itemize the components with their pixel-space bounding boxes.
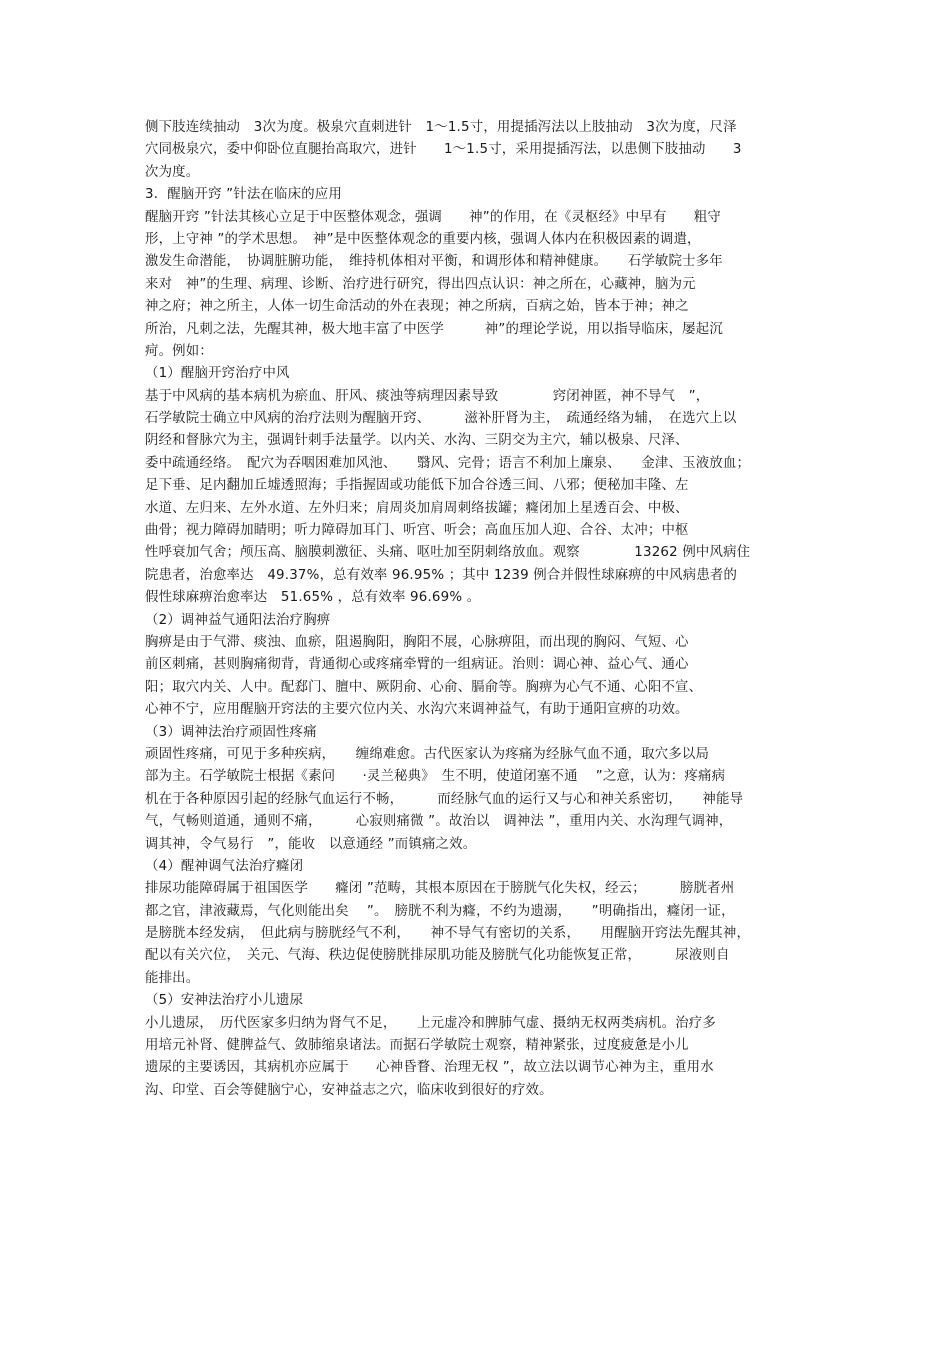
subsection-heading: （5）安神法治疗小儿遗尿 [145, 993, 304, 1009]
text-line: 假性球麻痹治愈率达 51.65% ，总有效率 96.69% 。 [145, 590, 481, 606]
text-line: 曲骨；视力障碍加睛明；听力障碍加耳门、听宫、听会；高血压加人迎、合谷、太冲；中枢 [145, 523, 689, 539]
text-line: 院患者，治愈率达 49.37%，总有效率 96.95% ；其中 1239 例合并假性球麻痹的中风病患者的 [145, 567, 738, 583]
text-line: 阳；取穴内关、人中。配郄门、膻中、厥阴俞、心俞、膈俞等。胸痹为心气不通、心阳不宣、 [145, 679, 703, 695]
text-line: 所治，凡刺之法，先醒其神，极大地丰富了中医学 神”的理论学说，用以指导临床，屡起沉 [145, 321, 723, 337]
text-line: 胸痹是由于气滞、痰浊、血瘀，阻遏胸阳，胸阳不展，心脉痹阻，而出现的胸闷、气短、心 [145, 634, 689, 650]
text-line: 调其神，令气易行 ”，能收 以意通经 ”而镇痛之效。 [145, 836, 477, 852]
subsection-heading: （4）醒神调气法治疗癃闭 [145, 858, 304, 874]
text-line: 疴。例如： [145, 343, 213, 359]
subsection-heading: （2）调神益气通阳法治疗胸痹 [145, 612, 331, 628]
text-line: 小儿遗尿， 历代医家多归纳为肾气不足， 上元虚冷和脾肺气虚、摄纳无权两类病机。治疗多 [145, 1015, 716, 1031]
text-line: 机在于各种原因引起的经脉气血运行不畅， 而经脉气血的运行又与心和神关系密切， 神能导 [145, 791, 744, 807]
text-line: 遗尿的主要诱因，其病机亦应属于 心神昏瞀、治理无权 ”，故立法以调节心神为主，重用水 [145, 1060, 714, 1076]
text-line: 部为主。石学敏院士根据《素问 ·灵兰秘典》 生不明，使道闭塞不通 ”之意，认为：疼痛病 [145, 769, 726, 785]
text-line: 神之府；神之所主，人体一切生命活动的外在表现；神之所病，百病之始，皆本于神；神之 [145, 299, 689, 315]
text-line: 足下垂、足内翻加丘墟透照海；手指握固或功能低下加合谷透三间、八邪；便秘加丰隆、左 [145, 478, 689, 494]
text-line: 前区刺痛，甚则胸痛彻背，背通彻心或疼痛牵臂的一组病证。治则：调心神、益心气、通心 [145, 657, 689, 673]
text-line: 穴同极泉穴，委中仰卧位直腿抬高取穴，进针 1～1.5寸，采用提插泻法，以患侧下肢抽动 3 [145, 142, 742, 158]
text-line: 次为度。 [145, 164, 200, 180]
text-line: 石学敏院士确立中风病的治疗法则为醒脑开窍、 滋补肝肾为主， 疏通经络为辅， 在选穴上以 [145, 411, 737, 427]
text-line: 水道、左归来、左外水道、左外归来；肩周炎加肩周刺络拔罐；癃闭加上星透百会、中极、 [145, 500, 689, 516]
text-line: 沟、印堂、百会等健脑宁心，安神益志之穴，临床收到很好的疗效。 [145, 1082, 553, 1098]
document-body [145, 117, 810, 1102]
text-line: 醒脑开窍 ”针法其核心立足于中医整体观念，强调 神”的作用，在《灵枢经》中早有 粗守 [145, 209, 721, 225]
section-heading: 3．醒脑开窍 ”针法在临床的应用 [145, 187, 342, 203]
text-line: 激发生命潜能， 协调脏腑功能， 维持机体相对平衡，和调形体和精神健康。 石学敏院士多年 [145, 254, 723, 270]
text-line: 顽固性疼痛，可见于多种疾病， 缠绵难愈。古代医家认为疼痛为经脉气血不通，取穴多以局 [145, 746, 710, 762]
text-line: 来对 神”的生理、病理、诊断、治疗进行研究，得出四点认识：神之所在，心藏神，脑为元 [145, 276, 696, 292]
text-line: 用培元补肾、健脾益气、敛肺缩泉诸法。而据石学敏院士观察，精神紧张，过度疲惫是小儿 [145, 1038, 689, 1054]
text-line: 能排出。 [145, 970, 200, 986]
text-line: 侧下肢连续抽动 3次为度。极泉穴直刺进针 1～1.5寸，用提插泻法以上肢抽动 3次为度，尺泽 [145, 120, 737, 135]
subsection-heading: （3）调神法治疗顽固性疼痛 [145, 724, 317, 740]
subsection-heading: （1）醒脑开窍治疗中风 [145, 366, 290, 382]
text-line: 排尿功能障碍属于祖国医学 癃闭 ”范畴，其根本原因在于膀胱气化失权，经云； 膀胱者州 [145, 881, 735, 897]
text-line: 基于中风病的基本病机为瘀血、肝风、痰浊等病理因素导致 窍闭神匿，神不导气 ”， [145, 388, 710, 404]
text-line: 气，气畅则道通，通则不痛， 心寂则痛微 ”。故治以 调神法 ”，重用内关、水沟理气调神， [145, 814, 733, 830]
text-line: 形，上守神 ”的学术思想。 神”是中医整体观念的重要内核，强调人体内在积极因素的调遣， [145, 231, 701, 247]
text-line: 心神不宁，应用醒脑开窍法的主要穴位内关、水沟穴来调神益气，有助于通阳宣痹的功效。 [145, 702, 689, 718]
text-line: 都之官，津液藏焉，气化则能出矣 ”。 膀胱不利为癃，不约为遗溺， ”明确指出，癃闭一证， [145, 903, 735, 919]
text-line: 委中疏通经络。 配穴为吞咽困难加风池、 翳风、完骨；语言不利加上廉泉、 金津、玉液放血； [145, 455, 751, 471]
text-line: 配以有关穴位， 关元、气海、秩边促使膀胱排尿肌功能及膀胱气化功能恢复正常， 尿液则自 [145, 948, 730, 964]
text-line: 是膀胱本经发病， 但此病与膀胱经气不利， 神不导气有密切的关系， 用醒脑开窍法先醒其神， [145, 926, 751, 942]
text-line: 性呼衰加气舍；颅压高、脑膜刺激征、头痛、呕吐加至阴刺络放血。观察 13262 例中风病住 [145, 545, 751, 561]
text-line: 阴经和督脉穴为主，强调针刺手法量学。以内关、水沟、三阴交为主穴，辅以极泉、尺泽、 [145, 433, 689, 449]
